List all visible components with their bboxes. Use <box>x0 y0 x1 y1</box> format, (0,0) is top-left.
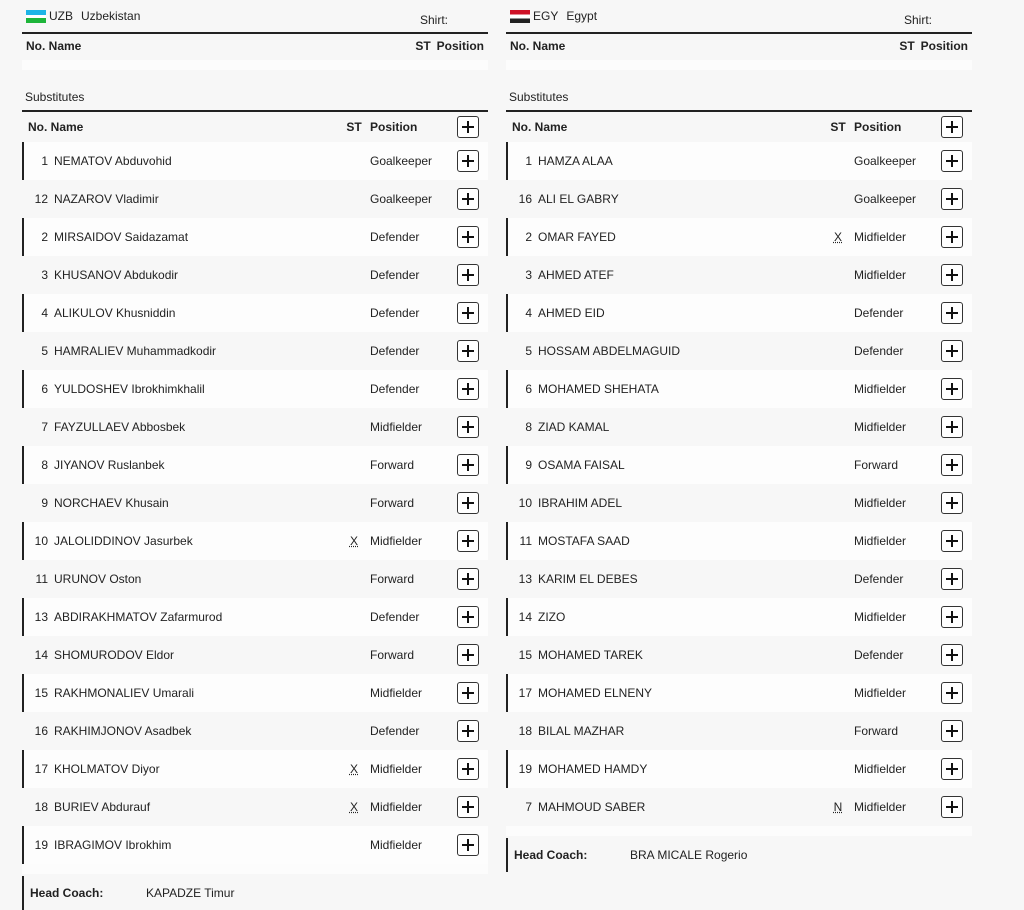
player-number: 13 <box>518 572 532 586</box>
player-position: Midfielder <box>370 686 423 700</box>
player-number: 10 <box>34 534 48 548</box>
list-spacer <box>22 864 488 874</box>
player-name: MOHAMED SHEHATA <box>538 382 659 396</box>
player-number: 19 <box>34 838 48 852</box>
player-number: 15 <box>34 686 48 700</box>
player-name: SHOMURODOV Eldor <box>54 648 175 662</box>
player-row <box>506 674 972 712</box>
player-row <box>22 408 488 446</box>
player-name: KARIM EL DEBES <box>538 572 638 586</box>
player-position: Midfielder <box>370 838 423 852</box>
player-position: Defender <box>370 610 420 624</box>
header-no-name: No. Name <box>26 39 82 53</box>
player-position: Defender <box>854 306 904 320</box>
player-row <box>22 636 488 674</box>
player-name: JALOLIDDINOV Jasurbek <box>54 534 193 548</box>
player-number: 1 <box>525 154 532 168</box>
player-position: Forward <box>854 724 899 738</box>
player-position: Defender <box>854 648 904 662</box>
player-row <box>506 788 972 826</box>
add-player-button[interactable] <box>457 568 479 590</box>
player-status: N <box>833 800 843 814</box>
player-name: OMAR FAYED <box>538 230 616 244</box>
add-player-button[interactable] <box>457 492 479 514</box>
shirt-label: Shirt: <box>903 13 932 27</box>
starting-lineup-header <box>22 34 488 58</box>
team-name: Egypt <box>566 9 598 23</box>
add-player-button[interactable] <box>941 530 963 552</box>
player-name: MOHAMED TAREK <box>538 648 643 662</box>
player-name: BILAL MAZHAR <box>538 724 625 738</box>
player-position: Defender <box>370 382 420 396</box>
player-number: 1 <box>41 154 48 168</box>
team-code: EGY <box>533 9 559 23</box>
player-position: Midfielder <box>370 534 423 548</box>
player-position: Midfielder <box>854 534 907 548</box>
player-name: IBRAGIMOV Ibrokhim <box>54 838 172 852</box>
header-st: ST <box>899 39 915 53</box>
add-player-button[interactable] <box>457 340 479 362</box>
team-code: UZB <box>49 9 73 23</box>
player-number: 16 <box>518 192 532 206</box>
player-number: 6 <box>41 382 48 396</box>
player-row <box>22 370 488 408</box>
player-number: 10 <box>518 496 532 510</box>
player-row <box>506 750 972 788</box>
player-row <box>506 294 972 332</box>
player-position: Midfielder <box>854 230 907 244</box>
player-position: Goalkeeper <box>854 154 917 168</box>
header-position: Position <box>436 39 484 53</box>
player-name: ZIZO <box>538 610 566 624</box>
player-position: Midfielder <box>854 382 907 396</box>
player-name: AHMED ATEF <box>538 268 614 282</box>
add-player-button[interactable] <box>457 606 479 628</box>
player-name: HAMZA ALAA <box>538 154 613 168</box>
player-position: Forward <box>370 496 415 510</box>
player-name: RAKHMONALIEV Umarali <box>54 686 195 700</box>
player-position: Midfielder <box>854 686 907 700</box>
add-player-button[interactable] <box>941 454 963 476</box>
add-player-button[interactable] <box>941 264 963 286</box>
player-row <box>506 560 972 598</box>
player-row <box>506 370 972 408</box>
player-row <box>22 788 488 826</box>
player-number: 8 <box>525 420 532 434</box>
add-player-button[interactable] <box>941 492 963 514</box>
player-row <box>506 712 972 750</box>
player-position: Goalkeeper <box>370 154 433 168</box>
team-header <box>506 0 972 34</box>
add-player-button[interactable] <box>457 644 479 666</box>
player-row <box>506 332 972 370</box>
add-player-button[interactable] <box>941 378 963 400</box>
player-position: Midfielder <box>854 610 907 624</box>
player-number: 11 <box>35 572 48 586</box>
add-player-button[interactable] <box>457 796 479 818</box>
add-player-button[interactable] <box>941 720 963 742</box>
player-row <box>22 522 488 560</box>
player-name: NEMATOV Abduvohid <box>54 154 172 168</box>
player-position: Defender <box>854 572 904 586</box>
head-coach-row <box>22 876 488 910</box>
add-player-button[interactable] <box>457 758 479 780</box>
team-name: Uzbekistan <box>81 9 141 23</box>
header-no-name: No. Name <box>510 39 566 53</box>
player-row <box>506 522 972 560</box>
team-panel-uzb <box>22 0 488 910</box>
player-number: 17 <box>518 686 532 700</box>
player-position: Defender <box>854 344 904 358</box>
substitutes-header <box>506 112 972 142</box>
player-position: Defender <box>370 268 420 282</box>
header-st: ST <box>346 120 362 134</box>
player-row <box>22 598 488 636</box>
add-player-button[interactable] <box>941 188 963 210</box>
player-row <box>22 750 488 788</box>
add-player-button[interactable] <box>941 644 963 666</box>
add-player-button[interactable] <box>457 530 479 552</box>
add-player-button[interactable] <box>941 758 963 780</box>
player-position: Forward <box>370 572 415 586</box>
list-spacer <box>506 826 972 836</box>
player-name: NAZAROV Vladimir <box>54 192 159 206</box>
substitutes-header <box>22 112 488 142</box>
add-player-button[interactable] <box>457 720 479 742</box>
player-name: URUNOV Oston <box>54 572 142 586</box>
add-player-button[interactable] <box>941 568 963 590</box>
player-name: YULDOSHEV Ibrokhimkhalil <box>54 382 205 396</box>
add-player-button[interactable] <box>457 264 479 286</box>
player-row <box>22 256 488 294</box>
add-player-button[interactable] <box>457 416 479 438</box>
player-position: Midfielder <box>370 420 423 434</box>
player-position: Midfielder <box>854 268 907 282</box>
team-header <box>22 0 488 34</box>
player-name: FAYZULLAEV Abbosbek <box>54 420 186 434</box>
add-player-button[interactable] <box>941 226 963 248</box>
player-name: KHOLMATOV Diyor <box>54 762 160 776</box>
player-position: Midfielder <box>854 762 907 776</box>
player-position: Midfielder <box>854 800 907 814</box>
substitutes-title: Substitutes <box>22 78 488 112</box>
player-position: Midfielder <box>854 420 907 434</box>
player-position: Midfielder <box>370 762 423 776</box>
player-status: X <box>833 230 842 244</box>
player-number: 14 <box>34 648 48 662</box>
add-player-button[interactable] <box>941 606 963 628</box>
add-player-button[interactable] <box>457 682 479 704</box>
player-number: 7 <box>525 800 532 814</box>
player-row <box>22 294 488 332</box>
player-position: Defender <box>370 230 420 244</box>
player-row <box>506 484 972 522</box>
player-name: IBRAHIM ADEL <box>538 496 623 510</box>
player-name: ZIAD KAMAL <box>538 420 610 434</box>
player-name: HAMRALIEV Muhammadkodir <box>54 344 217 358</box>
player-name: ALI EL GABRY <box>538 192 619 206</box>
player-name: MOHAMED ELNENY <box>538 686 653 700</box>
header-no-name: No. Name <box>512 120 568 134</box>
add-player-button[interactable] <box>941 340 963 362</box>
add-player-button[interactable] <box>941 682 963 704</box>
add-player-button[interactable] <box>941 416 963 438</box>
player-number: 8 <box>41 458 48 472</box>
player-row <box>22 218 488 256</box>
player-name: MOHAMED HAMDY <box>538 762 648 776</box>
header-no-name: No. Name <box>28 120 84 134</box>
player-row <box>506 446 972 484</box>
player-status: X <box>349 800 358 814</box>
player-name: ALIKULOV Khusniddin <box>54 306 176 320</box>
player-row <box>22 560 488 598</box>
player-name: ABDIRAKHMATOV Zafarmurod <box>54 610 223 624</box>
player-row <box>22 712 488 750</box>
player-status: X <box>349 534 358 548</box>
player-name: OSAMA FAISAL <box>538 458 625 472</box>
player-number: 4 <box>41 306 48 320</box>
player-number: 7 <box>41 420 48 434</box>
player-number: 12 <box>34 192 48 206</box>
head-coach-label: Head Coach: <box>514 848 588 862</box>
uzbekistan-flag-icon <box>26 10 46 23</box>
player-position: Forward <box>370 458 415 472</box>
player-position: Midfielder <box>854 496 907 510</box>
player-number: 14 <box>518 610 532 624</box>
player-row <box>22 332 488 370</box>
player-number: 18 <box>518 724 532 738</box>
head-coach-name: KAPADZE Timur <box>146 886 235 900</box>
player-position: Defender <box>370 344 420 358</box>
starting-lineup-empty <box>506 60 972 70</box>
player-name: MAHMOUD SABER <box>538 800 646 814</box>
player-number: 2 <box>41 230 48 244</box>
header-position: Position <box>920 39 968 53</box>
player-position: Forward <box>854 458 899 472</box>
player-number: 5 <box>41 344 48 358</box>
player-number: 13 <box>34 610 48 624</box>
add-player-button[interactable] <box>457 378 479 400</box>
add-all-button[interactable] <box>941 116 963 138</box>
player-name: MIRSAIDOV Saidazamat <box>54 230 189 244</box>
player-row <box>22 484 488 522</box>
player-row <box>22 142 488 180</box>
player-name: BURIEV Abdurauf <box>54 800 151 814</box>
player-name: KHUSANOV Abdukodir <box>54 268 179 282</box>
header-position: Position <box>854 120 902 134</box>
player-number: 2 <box>525 230 532 244</box>
add-all-button[interactable] <box>457 116 479 138</box>
player-number: 9 <box>41 496 48 510</box>
player-position: Forward <box>370 648 415 662</box>
player-position: Defender <box>370 724 420 738</box>
player-row <box>506 408 972 446</box>
add-player-button[interactable] <box>457 834 479 856</box>
player-number: 19 <box>518 762 532 776</box>
player-number: 15 <box>518 648 532 662</box>
player-position: Midfielder <box>370 800 423 814</box>
player-row <box>22 446 488 484</box>
add-player-button[interactable] <box>941 796 963 818</box>
player-name: RAKHIMJONOV Asadbek <box>54 724 192 738</box>
player-row <box>506 598 972 636</box>
player-name: NORCHAEV Khusain <box>54 496 169 510</box>
add-player-button[interactable] <box>457 454 479 476</box>
player-row <box>506 218 972 256</box>
starting-lineup-header <box>506 34 972 58</box>
player-row <box>22 826 488 864</box>
player-number: 3 <box>525 268 532 282</box>
team-panel-egy <box>506 0 972 872</box>
player-row <box>506 636 972 674</box>
player-row <box>22 674 488 712</box>
add-player-button[interactable] <box>457 226 479 248</box>
egypt-flag-icon <box>510 10 530 23</box>
header-st: ST <box>415 39 431 53</box>
player-position: Goalkeeper <box>854 192 917 206</box>
head-coach-name: BRA MICALE Rogerio <box>630 848 748 862</box>
player-name: HOSSAM ABDELMAGUID <box>538 344 681 358</box>
add-player-button[interactable] <box>457 150 479 172</box>
player-name: MOSTAFA SAAD <box>538 534 630 548</box>
player-number: 5 <box>525 344 532 358</box>
player-row <box>506 256 972 294</box>
player-status: X <box>349 762 358 776</box>
head-coach-row <box>506 838 972 872</box>
player-number: 18 <box>34 800 48 814</box>
player-row <box>22 180 488 218</box>
header-st: ST <box>830 120 846 134</box>
player-number: 11 <box>519 534 532 548</box>
player-number: 17 <box>34 762 48 776</box>
player-position: Defender <box>370 306 420 320</box>
shirt-label: Shirt: <box>419 13 448 27</box>
player-row <box>506 180 972 218</box>
player-number: 16 <box>34 724 48 738</box>
player-name: AHMED EID <box>538 306 605 320</box>
add-player-button[interactable] <box>457 188 479 210</box>
player-name: JIYANOV Ruslanbek <box>54 458 165 472</box>
add-player-button[interactable] <box>457 302 479 324</box>
substitutes-title: Substitutes <box>506 78 972 112</box>
head-coach-label: Head Coach: <box>30 886 104 900</box>
player-row <box>506 142 972 180</box>
player-number: 9 <box>525 458 532 472</box>
player-position: Goalkeeper <box>370 192 433 206</box>
add-player-button[interactable] <box>941 150 963 172</box>
player-number: 6 <box>525 382 532 396</box>
header-position: Position <box>370 120 418 134</box>
starting-lineup-empty <box>22 60 488 70</box>
player-number: 3 <box>41 268 48 282</box>
player-number: 4 <box>525 306 532 320</box>
add-player-button[interactable] <box>941 302 963 324</box>
